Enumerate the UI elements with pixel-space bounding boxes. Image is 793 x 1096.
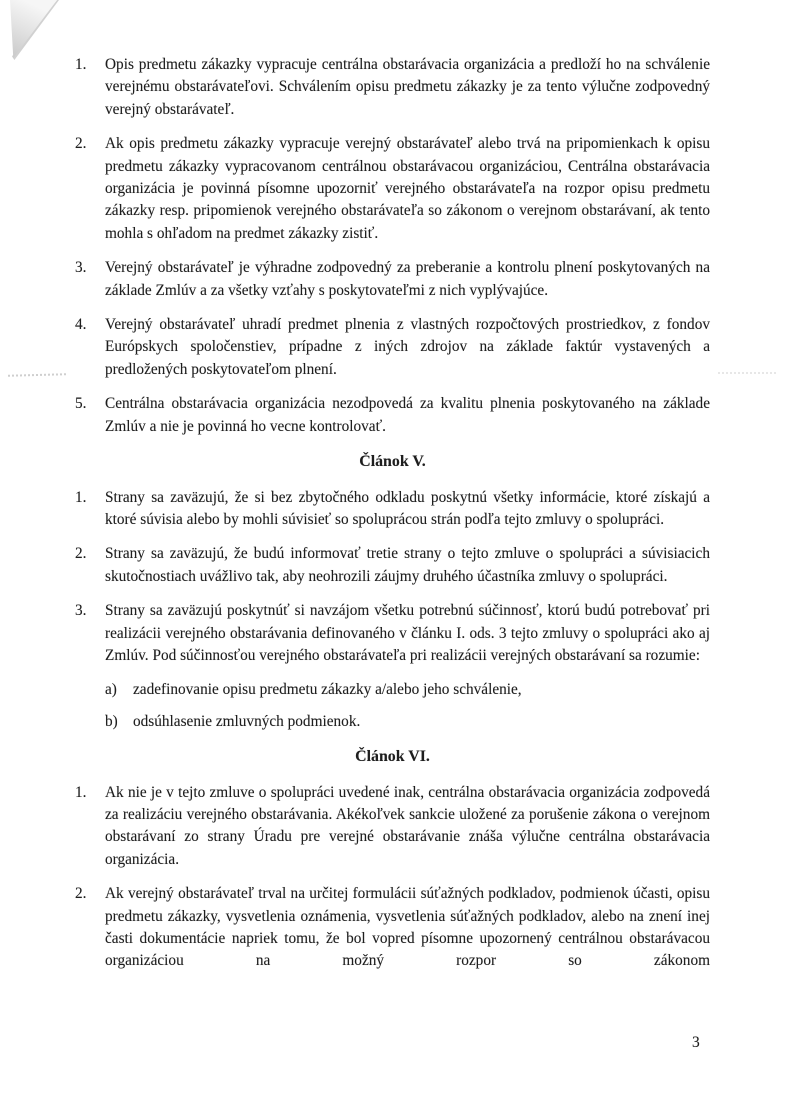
item-number: 3. <box>75 259 87 277</box>
list-item <box>75 487 710 532</box>
list-item <box>75 54 710 121</box>
item-text: zadefinovanie opisu predmetu zákazky a/alebo jeho schválenie, <box>133 681 522 699</box>
item-number: 2. <box>75 545 87 563</box>
sub-list-item <box>105 711 710 733</box>
page-number: 3 <box>692 1034 700 1051</box>
item-text: Strany sa zaväzujú poskytnúť si navzájom všetku potrebnú súčinnosť, ktorú budú potrebovať pri realizácii verejného obstarávania definovaného v článku I. ods. 3 tejto zmluvy o spolupráci ako aj Zmlúv. Pod súčinnosťou verejného obstarávateľa pri realizácii verejných obstarávaní sa rozumie: <box>105 602 710 664</box>
item-text: Strany sa zaväzujú, že si bez zbytočného odkladu poskytnú všetky informácie, ktoré získajú a ktoré súvisia alebo by mohli súvisieť so spoluprácou strán podľa tejto zmluvy o spolupráci. <box>105 488 710 528</box>
item-letter: a) <box>105 681 117 699</box>
list-item <box>75 600 710 667</box>
item-number: 1. <box>75 56 87 73</box>
scan-smudge-right-artifact <box>718 372 776 374</box>
item-number: 2. <box>75 885 87 903</box>
sub-list-item <box>105 679 710 701</box>
list-item <box>75 543 710 588</box>
article-heading-v: Článok V. <box>359 453 426 471</box>
article-heading-vi: Článok VI. <box>355 748 430 766</box>
scan-smudge-left-artifact <box>8 373 66 377</box>
item-number: 1. <box>75 783 87 801</box>
list-item <box>75 883 710 973</box>
item-text: Opis predmetu zákazky vypracuje centrálna obstarávacia organizácia a predloží ho na schválenie verejnému obstarávateľovi. Schválením opisu predmetu zákazky je za tento výlučne zodpovedný verejný obstarávateľ. <box>105 56 710 118</box>
item-text: Verejný obstarávateľ je výhradne zodpovedný za preberanie a kontrolu plnení poskytovaných na základe Zmlúv a za všetky vzťahy s poskytovateľmi z nich vyplývajúce. <box>105 259 710 299</box>
item-number: 2. <box>75 135 87 153</box>
item-text: odsúhlasenie zmluvných podmienok. <box>133 712 361 730</box>
item-text: Ak opis predmetu zákazky vypracuje verejný obstarávateľ alebo trvá na pripomienkach k opisu predmetu zákazky vypracovanom centrálnou obstarávacou organizáciou, Centrálna obstarávacia organizácia je povinná písomne upozorniť verejného obstarávateľa na rozpor opisu predmetu zákazky resp. pripomienok verejného obstarávateľa so zákonom o verejnom obstarávaní, ak tento mohla s ohľadom na predmet zákazky zistiť. <box>105 135 710 242</box>
item-letter: b) <box>105 712 118 730</box>
item-text: Ak nie je v tejto zmluve o spolupráci uvedené inak, centrálna obstarávacia organizácia zodpovedá za realizáciu verejného obstarávania. Akékoľvek sankcie uložené za porušenie zákona o verejnom obstarávaní zo strany Úradu pre verejné obstarávanie znáša výlučne centrálna obstarávacia organizácia. <box>105 783 710 868</box>
item-text: Centrálna obstarávacia organizácia nezodpovedá za kvalitu plnenia poskytovaného na základe Zmlúv a nie je povinná ho vecne kontrolovať. <box>105 395 710 435</box>
list-item <box>75 314 710 381</box>
list-item <box>75 257 710 302</box>
item-number: 3. <box>75 602 87 620</box>
item-text: Ak verejný obstarávateľ trval na určitej formulácii súťažných podkladov, podmienok účasti, opisu predmetu zákazky, vysvetlenia oznámenia, vysvetlenia súťažných podkladov, alebo na znení inej časti dokumentácie napriek tomu, že bol vopred písomne upozornený centrálnou obstarávacou organizáciou na možný rozpor so zákonom <box>105 885 710 970</box>
item-text: Strany sa zaväzujú, že budú informovať tretie strany o tejto zmluve o spolupráci a súvisiacich skutočnostiach uvážlivo tak, aby neohrozili záujmy druhého účastníka zmluvy o spolupráci. <box>105 545 710 585</box>
item-number: 4. <box>75 316 87 334</box>
list-item <box>75 393 710 438</box>
item-text: Verejný obstarávateľ uhradí predmet plnenia z vlastných rozpočtových prostriedkov, z fondov Európskych spoločenstiev, prípadne z iných zdrojov na základe faktúr vystavených a predložených poskytovateľom plnení. <box>105 316 710 378</box>
document-body <box>75 54 710 985</box>
item-number: 1. <box>75 488 87 506</box>
list-item <box>75 782 710 872</box>
list-item <box>75 133 710 245</box>
page-curl-artifact <box>10 0 57 58</box>
item-number: 5. <box>75 395 87 413</box>
